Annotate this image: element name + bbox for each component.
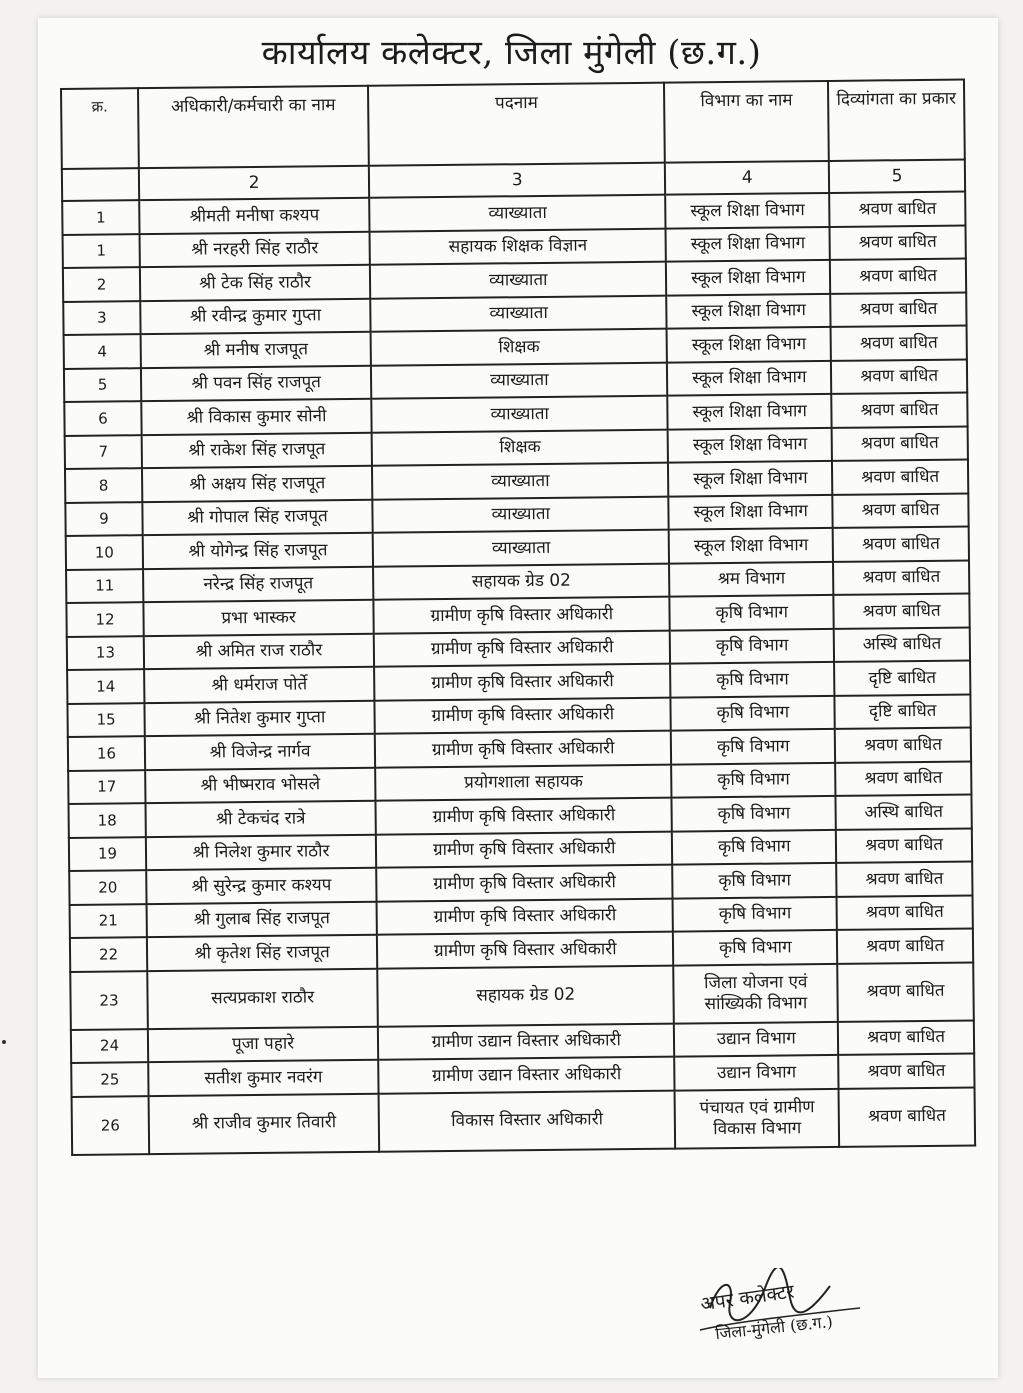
serial-cell: 22 [70,937,147,971]
serial-cell: 21 [70,904,147,938]
serial-cell: 3 [63,301,140,335]
designation-cell: व्याख्याता [369,195,665,232]
disability-cell: श्रवण बाधित [832,460,968,495]
signature-district: जिला-मुंगेली (छ.ग.) [714,1311,834,1344]
department-cell: श्रम विभाग [669,561,833,596]
disability-cell: श्रवण बाधित [831,326,967,361]
serial-cell: 1 [63,234,140,268]
name-cell: श्री गुलाब सिंह राजपूत [147,901,378,937]
name-cell: श्री विजेन्द्र नार्गव [145,734,376,770]
department-cell: उद्यान विभाग [674,1021,838,1056]
designation-cell: ग्रामीण कृषि विस्तार अधिकारी [374,597,670,634]
serial-cell: 10 [66,535,143,569]
serial-cell: 26 [72,1096,150,1155]
designation-cell: शिक्षक [372,429,668,466]
department-cell: कृषि विभाग [673,930,837,965]
department-cell: कृषि विभाग [671,762,835,797]
serial-cell: 24 [71,1029,148,1063]
name-cell: श्री धर्मराज पोर्ते [144,667,375,703]
name-cell: श्री सुरेन्द्र कुमार कश्यप [146,868,377,904]
department-cell: कृषि विभाग [670,628,834,663]
department-cell: स्कूल शिक्षा विभाग [666,260,830,295]
serial-cell: 25 [71,1062,148,1096]
designation-cell: व्याख्याता [370,262,666,299]
scan-mark [2,1040,6,1044]
disability-cell: श्रवण बाधित [830,259,966,294]
name-cell: श्री टेक सिंह राठौर [140,265,371,301]
name-cell: श्री अक्षय सिंह राजपूत [142,466,373,502]
column-number: 5 [829,160,965,193]
department-cell: स्कूल शिक्षा विभाग [669,494,833,529]
department-cell: स्कूल शिक्षा विभाग [669,528,833,563]
department-cell: स्कूल शिक्षा विभाग [667,360,831,395]
department-cell: कृषि विभाग [670,662,834,697]
disability-employee-table [60,79,976,1156]
designation-cell: ग्रामीण कृषि विस्तार अधिकारी [375,731,671,768]
disability-cell: श्रवण बाधित [832,426,968,461]
table-row [70,962,974,1029]
designation-cell: ग्रामीण उद्यान विस्तार अधिकारी [378,1023,674,1060]
serial-cell: 12 [66,602,143,636]
name-cell: श्री अमित राज राठौर [144,633,375,669]
serial-cell: 11 [66,569,143,603]
name-cell: श्री पवन सिंह राजपूत [141,365,372,401]
signature-designation: अपर कलेक्टर [699,1280,796,1316]
department-cell: जिला योजना एवं सांख्यिकी विभाग [674,963,839,1023]
name-cell: श्री टेकचंद रात्रे [145,801,376,837]
serial-cell: 4 [64,334,141,368]
column-number: 3 [369,163,665,198]
department-cell: कृषि विभाग [672,829,836,864]
name-cell: श्री राजीव कुमार तिवारी [149,1093,380,1153]
name-cell: श्री रवीन्द्र कुमार गुप्ता [140,298,371,334]
designation-cell: सहायक ग्रेड 02 [373,563,669,600]
header-serial: क्र. [61,88,139,169]
serial-cell: 18 [68,803,145,837]
designation-cell: प्रयोगशाला सहायक [375,764,671,801]
designation-cell: ग्रामीण कृषि विस्तार अधिकारी [377,898,673,935]
disability-cell: श्रवण बाधित [830,292,966,327]
name-cell: श्री योगेन्द्र सिंह राजपूत [143,533,374,569]
department-cell: कृषि विभाग [671,695,835,730]
department-cell: स्कूल शिक्षा विभाग [667,327,831,362]
designation-cell: ग्रामीण कृषि विस्तार अधिकारी [375,697,671,734]
disability-cell: अस्थि बाधित [834,627,970,662]
disability-cell: श्रवण बाधित [835,727,971,762]
serial-cell: 15 [67,703,144,737]
serial-cell: 8 [65,468,142,502]
serial-cell: 7 [65,435,142,469]
disability-cell: श्रवण बाधित [834,594,970,629]
serial-cell: 16 [68,736,145,770]
designation-cell: व्याख्याता [373,530,669,567]
department-cell: कृषि विभाग [670,595,834,630]
disability-cell: श्रवण बाधित [833,527,969,562]
serial-cell: 23 [70,971,148,1030]
name-cell: श्री राकेश सिंह राजपूत [142,432,373,468]
designation-cell: व्याख्याता [373,496,669,533]
name-cell: पूजा पहारे [148,1026,379,1062]
disability-cell: श्रवण बाधित [836,861,972,896]
name-cell: श्री नरहरी सिंह राठौर [140,231,371,267]
serial-cell: 5 [64,368,141,402]
designation-cell: सहायक ग्रेड 02 [377,965,674,1026]
designation-cell: ग्रामीण उद्यान विस्तार अधिकारी [378,1057,674,1094]
name-cell: सतीश कुमार नवरंग [148,1060,379,1096]
serial-cell: 13 [67,636,144,670]
department-cell: स्कूल शिक्षा विभाग [668,394,832,429]
department-cell: कृषि विभाग [673,896,837,931]
designation-cell: शिक्षक [371,329,667,366]
designation-cell: ग्रामीण कृषि विस्तार अधिकारी [374,630,670,667]
serial-cell: 20 [69,870,146,904]
designation-cell: सहायक शिक्षक विज्ञान [370,228,666,265]
disability-cell: श्रवण बाधित [833,493,969,528]
name-cell: प्रभा भास्कर [143,600,374,636]
department-cell: उद्यान विभाग [675,1055,839,1090]
name-cell: नरेन्द्र सिंह राजपूत [143,566,374,602]
disability-cell: श्रवण बाधित [832,393,968,428]
department-cell: स्कूल शिक्षा विभाग [666,226,830,261]
disability-cell: श्रवण बाधित [829,192,965,227]
name-cell: श्रीमती मनीषा कश्यप [139,198,370,234]
column-number [62,168,139,201]
disability-cell: दृष्टि बाधित [834,661,970,696]
disability-cell: श्रवण बाधित [838,1020,974,1055]
serial-cell: 14 [67,669,144,703]
column-number: 4 [665,161,829,195]
disability-cell: श्रवण बाधित [836,828,972,863]
designation-cell: ग्रामीण कृषि विस्तार अधिकारी [376,831,672,868]
disability-cell: श्रवण बाधित [835,761,971,796]
header-designation: पदनाम [368,83,665,166]
table-row [72,1087,976,1154]
serial-cell: 6 [64,401,141,435]
name-cell: श्री कृतेश सिंह राजपूत [147,935,378,971]
disability-cell: श्रवण बाधित [830,225,966,260]
name-cell: श्री भीष्मराव भोसले [145,767,376,803]
header-row [61,80,965,169]
department-cell: स्कूल शिक्षा विभाग [668,427,832,462]
disability-cell: श्रवण बाधित [833,560,969,595]
designation-cell: ग्रामीण कृषि विस्तार अधिकारी [376,798,672,835]
name-cell: श्री मनीष राजपूत [141,332,372,368]
column-number: 2 [139,166,370,200]
header-disability-type: दिव्यांगता का प्रकार [828,80,965,161]
serial-cell: 17 [68,770,145,804]
disability-cell: श्रवण बाधित [837,895,973,930]
designation-cell: ग्रामीण कृषि विस्तार अधिकारी [374,664,670,701]
name-cell: श्री विकास कुमार सोनी [141,399,372,435]
name-cell: श्री नितेश कुमार गुप्ता [144,700,375,736]
department-cell: स्कूल शिक्षा विभाग [667,293,831,328]
document-title: कार्यालय कलेक्टर, जिला मुंगेली (छ.ग.) [261,33,762,73]
disability-cell: श्रवण बाधित [837,928,973,963]
department-cell: कृषि विभाग [671,729,835,764]
header-department: विभाग का नाम [664,81,829,163]
designation-cell: व्याख्याता [371,362,667,399]
designation-cell: व्याख्याता [372,463,668,500]
serial-cell: 2 [63,267,140,301]
designation-cell: ग्रामीण कृषि विस्तार अधिकारी [376,865,672,902]
department-cell: स्कूल शिक्षा विभाग [665,193,829,228]
designation-cell: विकास विस्तार अधिकारी [379,1090,676,1151]
table-body [62,160,975,1155]
header-name: अधिकारी/कर्मचारी का नाम [138,86,369,168]
name-cell: सत्यप्रकाश राठौर [147,968,378,1028]
serial-cell: 9 [65,502,142,536]
name-cell: श्री गोपाल सिंह राजपूत [142,499,373,535]
designation-cell: व्याख्याता [370,295,666,332]
department-cell: कृषि विभाग [672,796,836,831]
department-cell: पंचायत एवं ग्रामीण विकास विभाग [675,1088,840,1148]
department-cell: कृषि विभाग [673,863,837,898]
name-cell: श्री निलेश कुमार राठौर [146,834,377,870]
designation-cell: व्याख्याता [371,396,667,433]
disability-cell: श्रवण बाधित [831,359,967,394]
department-cell: स्कूल शिक्षा विभाग [668,461,832,496]
disability-cell: श्रवण बाधित [837,962,973,1021]
disability-cell: अस्थि बाधित [836,794,972,829]
serial-cell: 19 [69,837,146,871]
disability-cell: श्रवण बाधित [838,1053,974,1088]
disability-cell: श्रवण बाधित [839,1087,975,1146]
designation-cell: ग्रामीण कृषि विस्तार अधिकारी [377,932,673,969]
serial-cell: 1 [62,200,139,234]
disability-cell: दृष्टि बाधित [835,694,971,729]
